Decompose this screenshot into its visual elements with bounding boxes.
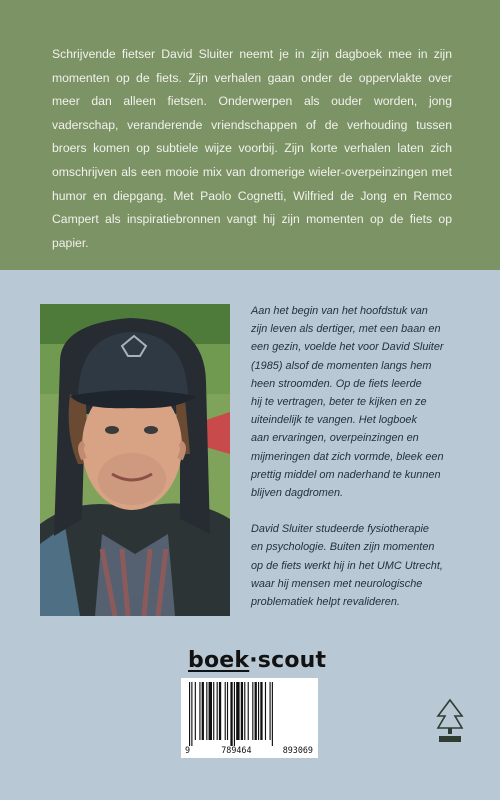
- barcode-bar: [258, 682, 259, 740]
- barcode-bar: [199, 682, 200, 740]
- isbn-number: [181, 745, 318, 755]
- barcode-bar: [265, 682, 266, 740]
- publisher-name-part-2: scout: [257, 648, 327, 673]
- barcode-bar: [225, 682, 226, 740]
- barcode-bar: [272, 682, 273, 746]
- blurb-panel: [0, 0, 500, 270]
- barcode-bar: [202, 682, 204, 740]
- bio-paragraph-1: Aan het begin van het hoofdstuk van zijn leven als dertiger, met een baan en een gezin, voelde het voor David Sluiter (1985) alsof de momenten langs hem heen stroomden. Op de fiets leerde hij te vertragen, beter te kijken en ze uiteindelijk te vangen. Het logboek aan ervaringen, overpeinzingen en mijmeringen dat zich vormde, bleek een prettig middel om naderhand te kunnen blijven dagdromen.: [251, 305, 444, 500]
- author-photo: [40, 304, 230, 616]
- publisher-separator: ·: [249, 648, 258, 673]
- isbn-digit-group-2: 789464: [221, 745, 252, 755]
- isbn-barcode: [181, 678, 318, 758]
- publisher-name-part-1: boek: [188, 648, 250, 673]
- bio-paragraph-2: David Sluiter studeerde fysiotherapie en psychologie. Buiten zijn momenten op de fiets werkt hij in het UMC Utrecht, waar hij mensen met neurologische problematiek helpt revalideren.: [251, 523, 443, 609]
- fsc-logo-icon: [436, 698, 464, 744]
- publisher-logo: [188, 648, 326, 673]
- barcode-bars-icon: [181, 678, 318, 748]
- book-blurb: Schrijvende fietser David Sluiter neemt je in zijn dagboek mee in zijn momenten op de fiets. Zijn verhalen gaan onder de oppervlakte over meer dan alleen fietsen. Onderwerpen als ouder worden, jong vaderschap, veranderende vriendschappen of de verhouding tussen broers komen op subtiele wijze voorbij. Zijn korte verhalen laten zich omschrijven als een mooie mix van dromerige wieler-overpeinzingen met humor en diepgang. Met Paolo Cognetti, Wilfried de Jong en Remco Campert als inspiratiebronnen vangt hij zijn momenten op de fiets op papier.: [52, 47, 452, 250]
- barcode-bar: [219, 682, 221, 740]
- barcode-bar: [213, 682, 214, 740]
- barcode-bar: [255, 682, 257, 740]
- barcode-bar: [241, 682, 243, 740]
- isbn-digit-group-3: 893069: [282, 745, 313, 755]
- barcode-bar: [195, 682, 196, 740]
- barcode-bar: [270, 682, 271, 740]
- barcode-bar: [189, 682, 190, 746]
- author-bio: [251, 302, 466, 629]
- barcode-bar: [236, 682, 239, 740]
- barcode-bar: [206, 682, 207, 740]
- barcode-bar: [217, 682, 218, 740]
- barcode-bar: [260, 682, 262, 740]
- barcode-bar: [248, 682, 249, 740]
- barcode-bar: [209, 682, 212, 740]
- barcode-bar: [252, 682, 253, 740]
- barcode-bar: [244, 682, 245, 740]
- isbn-digit-group-1: 9: [185, 745, 191, 755]
- barcode-bar: [234, 682, 235, 746]
- barcode-bar: [230, 682, 232, 746]
- barcode-bar: [191, 682, 192, 746]
- barcode-bar: [227, 682, 228, 740]
